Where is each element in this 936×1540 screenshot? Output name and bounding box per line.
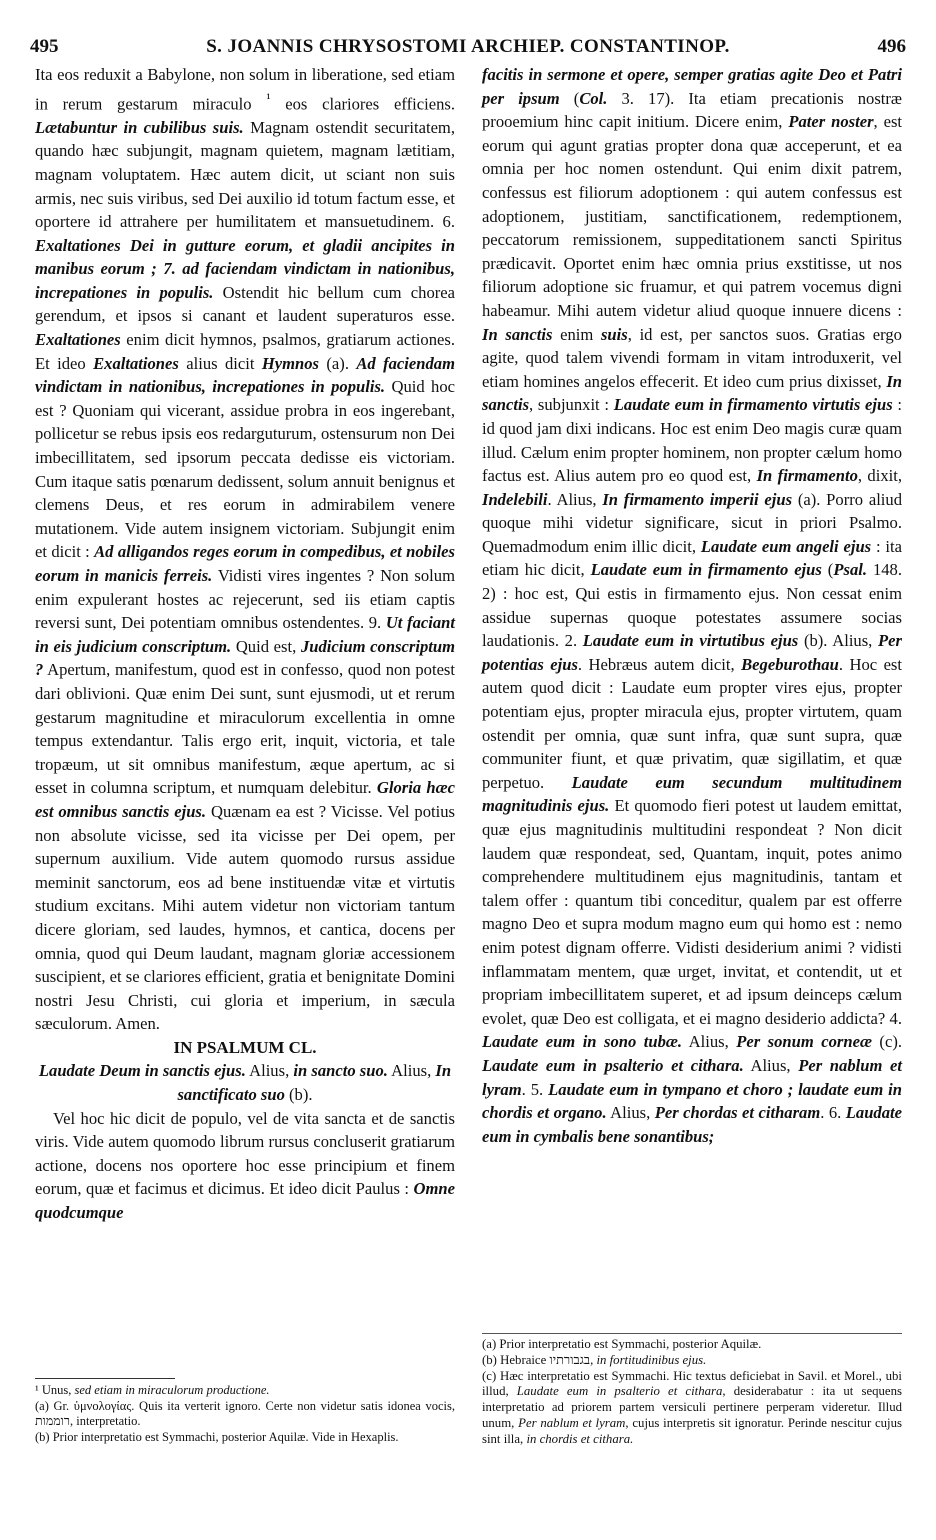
scripture-quote: Ut faciant in eis judicium conscriptum. [35, 613, 455, 656]
footnote: (a) Gr. ὑμνολογίας. Quis ita verterit ignoro. Certe non videtur satis idonea vocis, רוממות, interpretatio. [35, 1398, 455, 1429]
scripture-quote: Ad alligandos reges eorum in compedibus, et nobiles eorum in manicis ferreis. [35, 542, 455, 585]
page-number-left: 495 [30, 36, 59, 57]
scripture-quote: Ad faciendam vindictam in nationibus, increpationes in populis. [35, 353, 456, 397]
right-column [482, 63, 902, 1148]
footnote: (b) Hebraice בגבורתיו, in fortitudinibus ejus. [482, 1352, 707, 1367]
section-title: IN PSALMUM CL. [173, 1037, 317, 1057]
footnote: (b) Prior interpretatio est Symmachi, posterior Aquilæ. Vide in Hexaplis. [35, 1429, 399, 1444]
page-number-right: 496 [877, 36, 906, 57]
footnote-divider [35, 1378, 175, 1379]
scripture-quote: Gloria hæc est omnibus sanctis ejus. [35, 778, 455, 821]
footnote: (a) Prior interpretatio est Symmachi, posterior Aquilæ. [482, 1337, 762, 1351]
running-title: S. JOANNIS CHRYSOSTOMI ARCHIEP. CONSTANTINOP. [206, 36, 730, 57]
footnote-divider [482, 1333, 902, 1334]
psalm-verse-heading: Laudate Deum in sanctis ejus. Alius, in sancto suo. Alius, In sanctificato suo (b). [38, 1061, 452, 1105]
commentary-paragraph: facitis in sermone et opere, semper gratias agite Deo et Patri per ipsum (Col. 3. 17). Ita etiam precationis nostræ prooemium hinc capit initium. Dicere enim, Pater noster, est eorum qui agunt gratias propter dona quæ acceperunt, et ea omnia per hoc nomen ostendunt. Qui enim dixit patrem, confessus est filiorum adoptionem : qui autem confessus est adoptionem, justitiam, sanctificationem, redemptionem, peccatorum remissionem, suppeditationem sancti Spiritus prædicavit. Oportet enim hæc omnia prius exstitisse, ut nos filiorum adoptione sic fruamur, et qui patrem vocemus digni habeamur. Mihi autem videtur aliud quoque innuere dicens : In sanctis enim suis, id est, per sanctos suos. Gratias ergo agite, quod talem vivendi formam in vitam introduxerit, vel etiam homines angelos effecerit. Et ideo cum prius dixisset, In sanctis, subjunxit : Laudate eum in firmamento virtutis ejus : id quod jam dixi indicans. Hoc est enim Deo magis curæ quam illud. Cælum enim propter hominem, non propter cælum homo factus est. Alius autem pro eo quod est, In firmamento, dixit, Indelebili. Alius, In firmamento imperii ejus (a). Porro aliud quoque mihi videtur significare, sicut in priori Psalmo. Quemadmodum enim illic dicit, Laudate eum angeli ejus : ita etiam hic dicit, Laudate eum in firmamento ejus (Psal. 148. 2) : hoc est, Qui estis in firmamento ejus. Non cessat enim assidue supernas quoque potestates assumere socias laudationis. 2. Laudate eum in virtutibus ejus (b). Alius, Per potentias ejus. Hebræus autem dicit, Begeburothau. Hoc est autem quod dicit : Laudate eum propter vires ejus, propter potentiam ejus, propter miracula ejus, propter virtutem, quam ostendit per omnia, quæ sunt infra, quæ sunt supra, quæ communiter fiunt, et quæ privatim, quæ sigillatim, et quæ perpetuo. Laudate eum secundum multitudinem magnitudinis ejus. Et quomodo fieri potest ut laudem emittat, quæ ejus magnitudinis multitudini respondeat ? Non dicit laudem quæ respondeat, sed, Quantam, inquit, potes animo comprehendere multitudinem ejus magnitudinis, tantam et talem offer : quantum tibi conceditur, qualem par est offerre magno Deo et supra modum magno eum qui homo est : nemo enim potest dignam offerre. Vidisti desiderium animi ? vidisti inflammatam mentem, quæ urget, invitat, et contendit, ut et propriam imbecillitatem superet, et ad ipsum deinceps cælum evolet, quæ Deo est colligata, et ei magno desiderio addicta? 4. Laudate eum in sono tubæ. Alius, Per sonum corneæ (c). Laudate eum in psalterio et cithara. Alius, Per nablum et lyram. 5. Laudate eum in tympano et choro ; laudate eum in chordis et organo. Alius, Per chordas et citharam. 6. Laudate eum in cymbalis bene sonantibus; [482, 65, 903, 1146]
page-header [30, 36, 906, 62]
scripture-quote: Exaltationes Dei in gutture eorum, et gladii ancipites in manibus eorum ; 7. ad faciendam vindictam in nationibus, increpationes in populis. [35, 235, 455, 302]
footnote: ¹ Unus, sed etiam in miraculorum productione. [35, 1383, 270, 1397]
footnotes-left [35, 1383, 455, 1445]
left-column [35, 63, 455, 1225]
commentary-paragraph: Vel hoc hic dicit de populo, vel de vita sancta et de sanctis viris. Vide autem quomodo librum rursus concluserit gratiarum actione, docens nos oportere hoc esse principium et finem eorum, quæ et facimus et dicimus. Et ideo dicit Paulus : Omne quodcumque [35, 1108, 455, 1223]
footnote-marker: ¹ [266, 90, 271, 106]
footnotes-right [482, 1337, 902, 1448]
footnote: (c) Hæc interpretatio est Symmachi. Hic textus deficiebat in Savil. et Morel., ubi illud, Laudate eum in psalterio et cithara, desiderabatur : ita ut sequens interpretatio ad priorem partem versiculi pertinere perperam videretur. Illud unum, Per nablum et lyram, cujus interpretis sit ignoratur. Perinde nescitur cujus sint illa, in chordis et cithara. [482, 1368, 902, 1446]
commentary-paragraph: Ita eos reduxit a Babylone, non solum in liberatione, sed etiam in rerum gestarum miraculo $^{^1}$ eos clariores efficiens. Lætabuntur in cubilibus suis. Magnam ostendit securitatem, quando hæc subjungit, magnam quietem, magnam lætitiam, magnam voluptatem. Hæc autem dicit, ut sciant non suis armis, nec suis viribus, sed Dei auxilio id totum factum esse, et oportere id attrahere per humilitatem et mansuetudinem. 6. Exaltationes Dei in gutture eorum, et gladii ancipites in manibus eorum ; 7. ad faciendam vindictam in nationibus, increpationes in populis. Ostendit hic bellum cum chorea gerendum, et ipsos si canant et laudent superaturos esse. Exaltationes enim dicit hymnos, psalmos, gratiarum actiones. Et ideo Exaltationes alius dicit Hymnos (a). Ad faciendam vindictam in nationibus, increpationes in populis. Quid hoc est ? Quoniam qui vicerant, assidue probra in eos ingerebant, pollicetur se rebus ipsis eos redarguturum, ostensurum non Dei imbecillitatem, sed ipsorum peccata dedisse eis victoriam. Cum itaque satis pœnarum dedissent, solum annuit benignus et clemens Deus, et res eorum in admirabilem venere mutationem. Vide autem insignem victoriam. Subjungit enim et dicit : Ad alligandos reges eorum in compedibus, et nobiles eorum in manicis ferreis. Vidisti vires ingentes ? Non solum enim expulerant hostes ac rejecerunt, sed iis etiam captis reversi sunt, Dei potentiam omnibus ostendentes. 9. Ut faciant in eis judicium conscriptum. Quid est, Judicium conscriptum ? Apertum, manifestum, quod est in confesso, quod non potest dari oblivioni. Quæ enim Dei sunt, sunt ejusmodi, ut et rerum gestarum magnitudine et miraculorum excellentia in omne tempus extendantur. Talis ergo erit, inquit, victoria, et tale tropæum, ut sit omnibus manifestum, æque apertum, ac si esset in columna scriptum, et numquam delebitur. Gloria hæc est omnibus sanctis ejus. Quænam ea est ? Vicisse. Vel potius non absolute vicisse, sed ita vicisse per Dei opem, per supernum auxilium. Vide autem quomodo rursus assidue meminit sanctorum, eos ad bene instituendæ vitæ et virtutis studium excitans. Mihi autem videtur non victoriam tantum dicere gloriam, sed laudes, hymnos, et cantica, docens per omnia, quod qui Deum laudant, magnam gloriæ accessionem suscipient, et se clariores efficient, gratia et benignitate Domini nostri Jesu Christi, cui gloria et imperium, in sæcula sæculorum. Amen. [35, 65, 456, 1034]
scripture-quote: Lætabuntur in cubilibus suis. [35, 117, 244, 137]
